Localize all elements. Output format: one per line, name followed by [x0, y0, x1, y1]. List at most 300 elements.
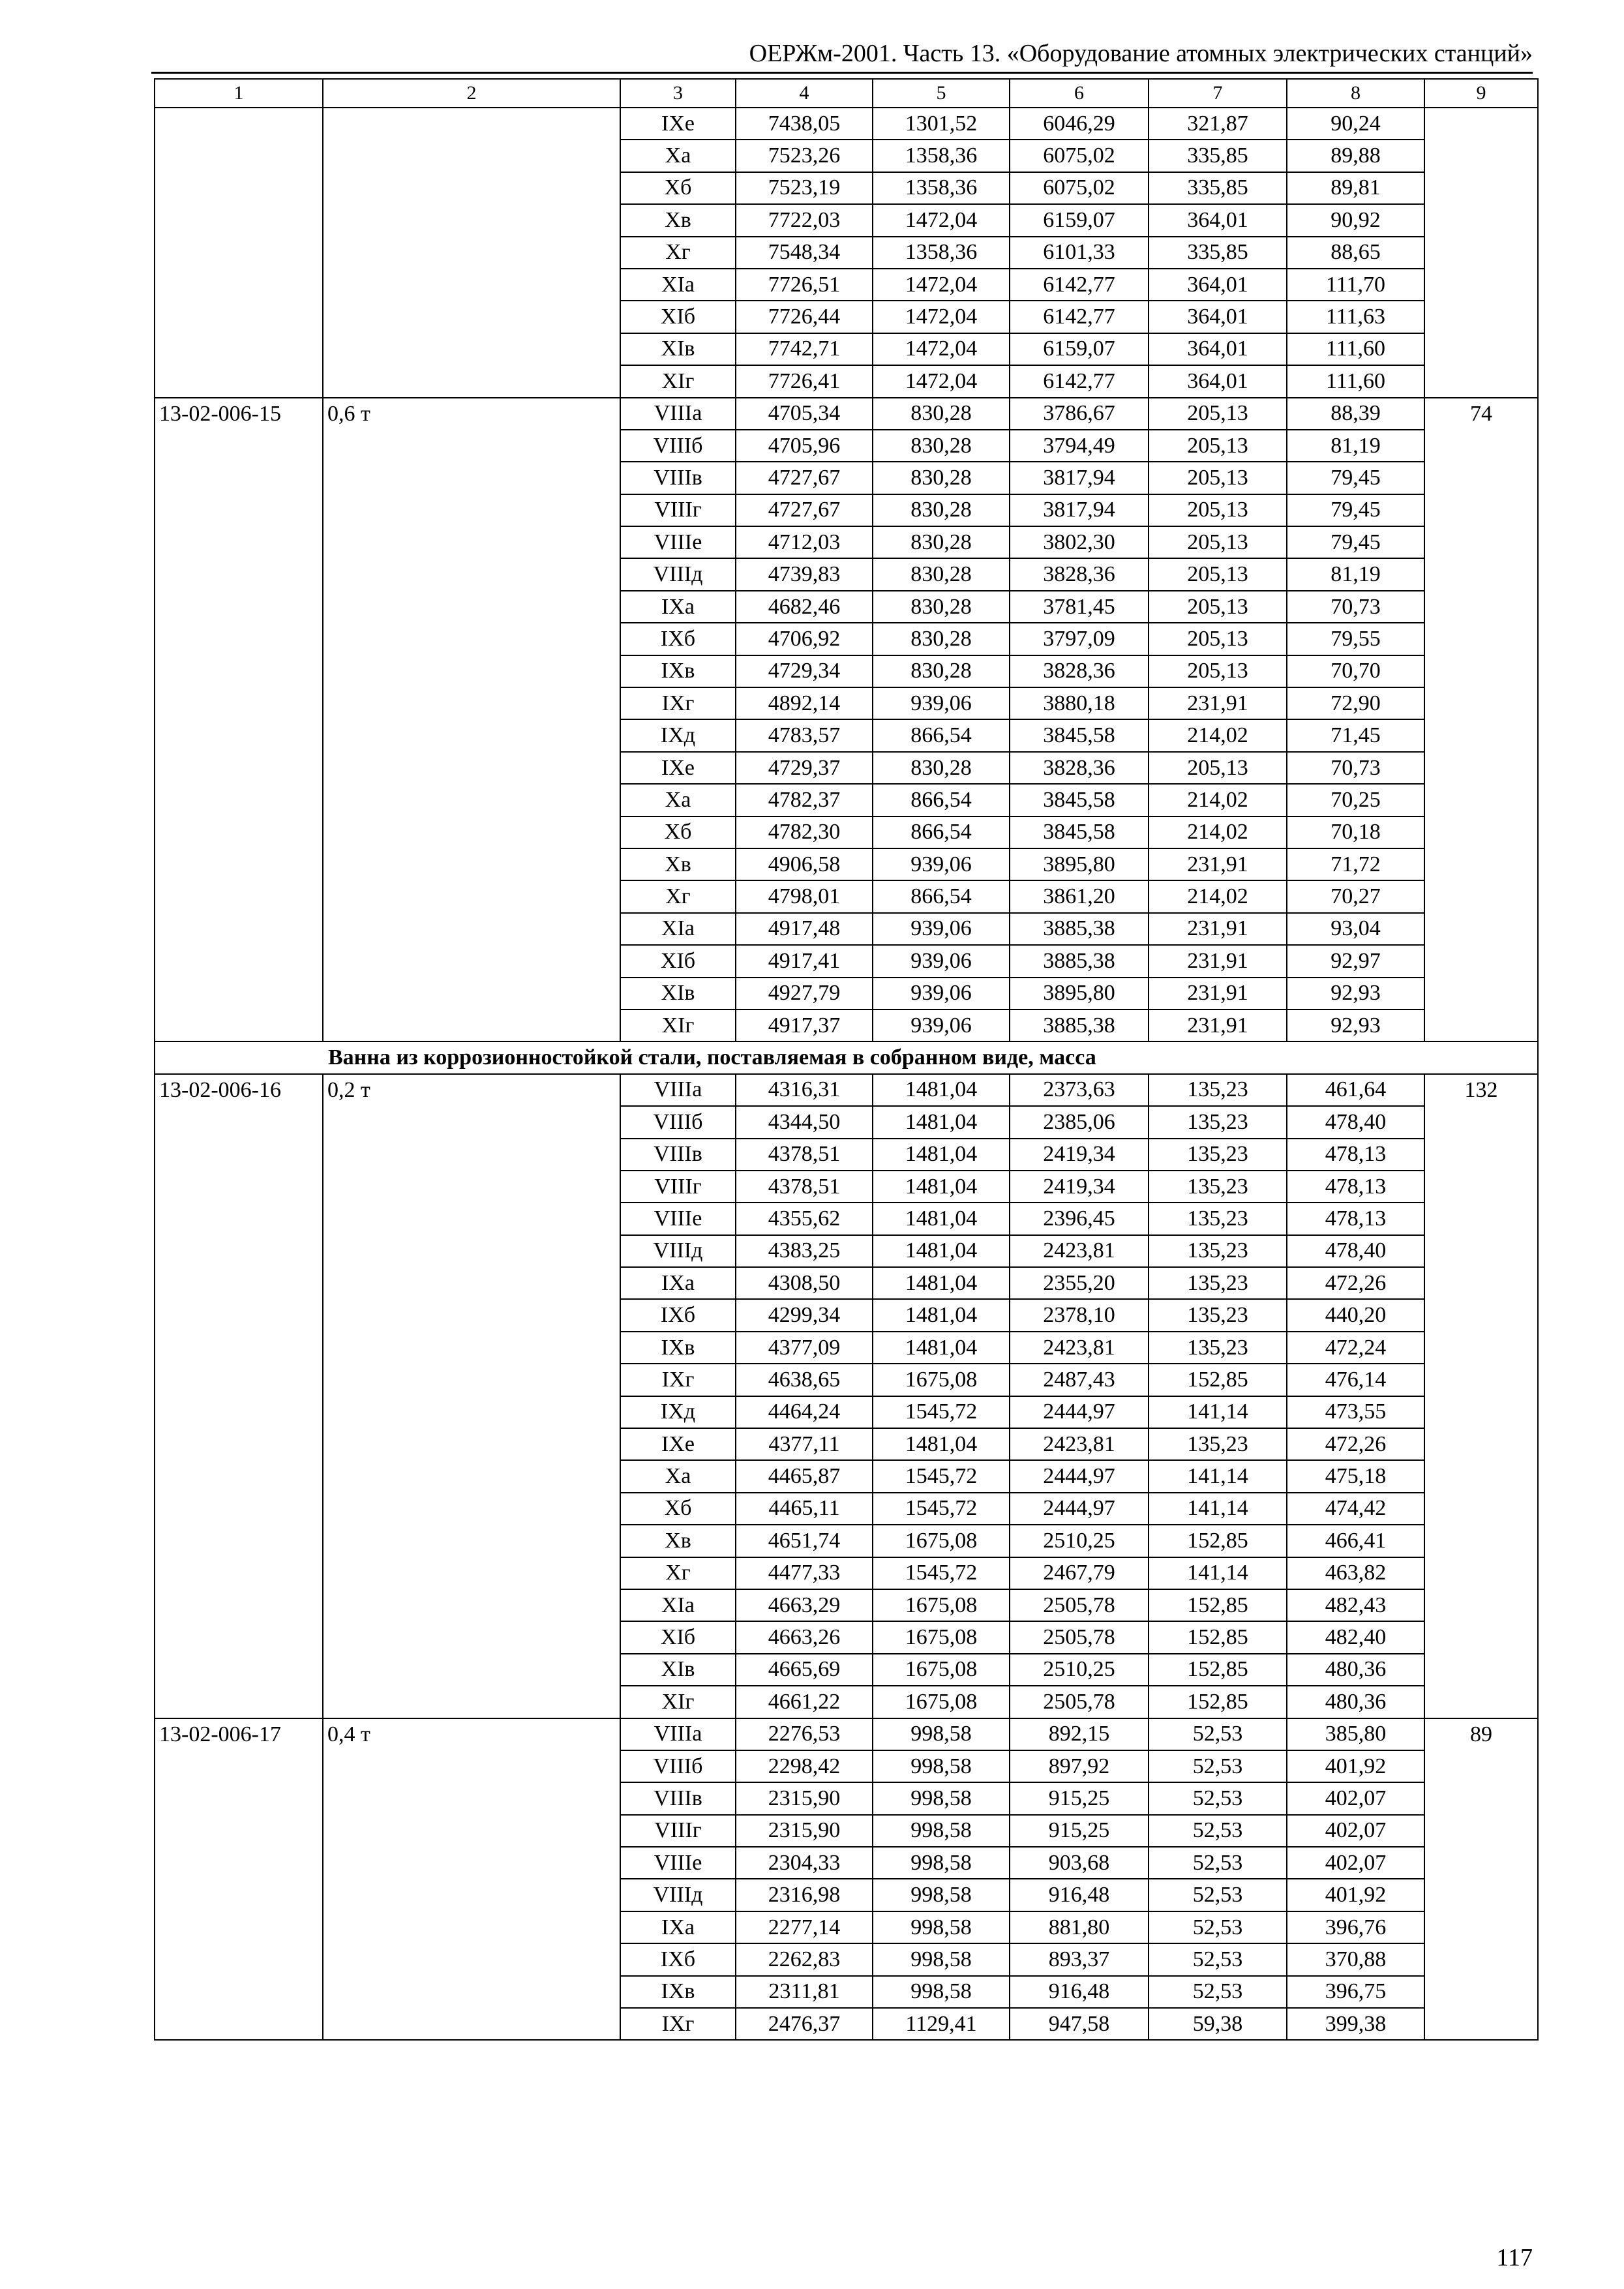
- total-cost-cell: 2476,37: [736, 2008, 873, 2040]
- wages-cell: 1472,04: [873, 269, 1010, 301]
- operator-wages-cell: 135,23: [1149, 1299, 1287, 1331]
- total-cost-cell: 7523,19: [736, 172, 873, 204]
- total-cost-cell: 4712,03: [736, 526, 873, 558]
- zone-cell: XIа: [620, 269, 736, 301]
- operator-wages-cell: 205,13: [1149, 623, 1287, 655]
- wages-cell: 830,28: [873, 752, 1010, 784]
- zone-cell: VIIIг: [620, 494, 736, 526]
- machine-cost-cell: 2505,78: [1010, 1686, 1149, 1718]
- total-cost-cell: 4727,67: [736, 494, 873, 526]
- total-cost-cell: 4383,25: [736, 1235, 873, 1267]
- machine-cost-cell: 2510,25: [1010, 1525, 1149, 1557]
- materials-cost-cell: 478,13: [1287, 1139, 1424, 1171]
- total-cost-cell: 4917,48: [736, 913, 873, 945]
- materials-cost-cell: 111,60: [1287, 333, 1424, 365]
- materials-cost-cell: 79,55: [1287, 623, 1424, 655]
- total-cost-cell: 4477,33: [736, 1557, 873, 1589]
- wages-cell: 830,28: [873, 655, 1010, 687]
- wages-cell: 998,58: [873, 1718, 1010, 1750]
- table-row: [155, 1718, 1538, 1750]
- total-cost-cell: 4638,65: [736, 1364, 873, 1396]
- operator-wages-cell: 152,85: [1149, 1364, 1287, 1396]
- operator-wages-cell: 52,53: [1149, 1847, 1287, 1879]
- machine-cost-cell: 3845,58: [1010, 816, 1149, 848]
- machine-cost-cell: 903,68: [1010, 1847, 1149, 1879]
- zone-cell: VIIIа: [620, 1074, 736, 1106]
- zone-cell: Xа: [620, 1460, 736, 1492]
- total-cost-cell: 7726,44: [736, 301, 873, 333]
- zone-cell: Xб: [620, 1493, 736, 1525]
- zone-cell: IXа: [620, 1911, 736, 1943]
- total-cost-cell: 2276,53: [736, 1718, 873, 1750]
- labor-cell: 132: [1424, 1074, 1538, 1718]
- zone-cell: XIв: [620, 1654, 736, 1686]
- machine-cost-cell: 3797,09: [1010, 623, 1149, 655]
- zone-cell: Xг: [620, 237, 736, 269]
- operator-wages-cell: 205,13: [1149, 591, 1287, 623]
- wages-cell: 998,58: [873, 1815, 1010, 1847]
- total-cost-cell: 4727,67: [736, 462, 873, 494]
- total-cost-cell: 4798,01: [736, 880, 873, 912]
- total-cost-cell: 7548,34: [736, 237, 873, 269]
- wages-cell: 830,28: [873, 398, 1010, 430]
- wages-cell: 998,58: [873, 1943, 1010, 1975]
- wages-cell: 1481,04: [873, 1299, 1010, 1331]
- mass-cell: 0,6 т: [323, 398, 620, 1042]
- machine-cost-cell: 3828,36: [1010, 752, 1149, 784]
- operator-wages-cell: 335,85: [1149, 237, 1287, 269]
- zone-cell: VIIIг: [620, 1171, 736, 1203]
- machine-cost-cell: 2423,81: [1010, 1332, 1149, 1364]
- machine-cost-cell: 3828,36: [1010, 655, 1149, 687]
- zone-cell: VIIIд: [620, 1879, 736, 1911]
- materials-cost-cell: 480,36: [1287, 1654, 1424, 1686]
- machine-cost-cell: 6159,07: [1010, 333, 1149, 365]
- wages-cell: 1545,72: [873, 1557, 1010, 1589]
- materials-cost-cell: 70,70: [1287, 655, 1424, 687]
- mass-cell: 0,4 т: [323, 1718, 620, 2041]
- zone-cell: VIIIв: [620, 1782, 736, 1814]
- operator-wages-cell: 214,02: [1149, 816, 1287, 848]
- operator-wages-cell: 135,23: [1149, 1106, 1287, 1138]
- total-cost-cell: 2315,90: [736, 1782, 873, 1814]
- total-cost-cell: 4665,69: [736, 1654, 873, 1686]
- operator-wages-cell: 52,53: [1149, 1718, 1287, 1750]
- table-row: [155, 1074, 1538, 1106]
- machine-cost-cell: 3895,80: [1010, 978, 1149, 1010]
- total-cost-cell: 4682,46: [736, 591, 873, 623]
- materials-cost-cell: 92,93: [1287, 978, 1424, 1010]
- column-number: 5: [873, 79, 1010, 108]
- operator-wages-cell: 52,53: [1149, 1879, 1287, 1911]
- zone-cell: IXг: [620, 2008, 736, 2040]
- materials-cost-cell: 402,07: [1287, 1782, 1424, 1814]
- zone-cell: Xг: [620, 1557, 736, 1589]
- materials-cost-cell: 461,64: [1287, 1074, 1424, 1106]
- labor-cell: 74: [1424, 398, 1538, 1042]
- materials-cost-cell: 71,72: [1287, 848, 1424, 880]
- wages-cell: 866,54: [873, 719, 1010, 751]
- total-cost-cell: 4917,41: [736, 945, 873, 977]
- wages-cell: 866,54: [873, 880, 1010, 912]
- wages-cell: 998,58: [873, 1750, 1010, 1782]
- wages-cell: 998,58: [873, 1782, 1010, 1814]
- zone-cell: Xг: [620, 880, 736, 912]
- materials-cost-cell: 93,04: [1287, 913, 1424, 945]
- total-cost-cell: 4316,31: [736, 1074, 873, 1106]
- total-cost-cell: 2315,90: [736, 1815, 873, 1847]
- total-cost-cell: 4465,87: [736, 1460, 873, 1492]
- materials-cost-cell: 474,42: [1287, 1493, 1424, 1525]
- column-number: 4: [736, 79, 873, 108]
- machine-cost-cell: 3786,67: [1010, 398, 1149, 430]
- zone-cell: IXб: [620, 1299, 736, 1331]
- price-table: [154, 78, 1539, 2041]
- materials-cost-cell: 79,45: [1287, 462, 1424, 494]
- total-cost-cell: 4299,34: [736, 1299, 873, 1331]
- wages-cell: 1675,08: [873, 1686, 1010, 1718]
- operator-wages-cell: 141,14: [1149, 1396, 1287, 1428]
- materials-cost-cell: 88,39: [1287, 398, 1424, 430]
- operator-wages-cell: 231,91: [1149, 848, 1287, 880]
- zone-cell: Xа: [620, 784, 736, 816]
- zone-cell: XIа: [620, 913, 736, 945]
- operator-wages-cell: 135,23: [1149, 1235, 1287, 1267]
- operator-wages-cell: 52,53: [1149, 1911, 1287, 1943]
- zone-cell: Xв: [620, 848, 736, 880]
- operator-wages-cell: 135,23: [1149, 1203, 1287, 1234]
- zone-cell: XIб: [620, 301, 736, 333]
- total-cost-cell: 7722,03: [736, 204, 873, 236]
- total-cost-cell: 4783,57: [736, 719, 873, 751]
- operator-wages-cell: 135,23: [1149, 1139, 1287, 1171]
- total-cost-cell: 4344,50: [736, 1106, 873, 1138]
- wages-cell: 1481,04: [873, 1074, 1010, 1106]
- total-cost-cell: 4782,30: [736, 816, 873, 848]
- wages-cell: 939,06: [873, 945, 1010, 977]
- zone-cell: Xб: [620, 816, 736, 848]
- operator-wages-cell: 205,13: [1149, 494, 1287, 526]
- wages-cell: 1481,04: [873, 1106, 1010, 1138]
- total-cost-cell: 2311,81: [736, 1976, 873, 2008]
- machine-cost-cell: 2467,79: [1010, 1557, 1149, 1589]
- operator-wages-cell: 231,91: [1149, 687, 1287, 719]
- total-cost-cell: 7726,51: [736, 269, 873, 301]
- wages-cell: 830,28: [873, 430, 1010, 462]
- wages-cell: 1358,36: [873, 172, 1010, 204]
- machine-cost-cell: 916,48: [1010, 1976, 1149, 2008]
- zone-cell: VIIIд: [620, 1235, 736, 1267]
- section-row: [155, 1041, 1538, 1073]
- column-number: 8: [1287, 79, 1424, 108]
- total-cost-cell: 4661,22: [736, 1686, 873, 1718]
- operator-wages-cell: 364,01: [1149, 269, 1287, 301]
- materials-cost-cell: 81,19: [1287, 558, 1424, 590]
- machine-cost-cell: 915,25: [1010, 1815, 1149, 1847]
- materials-cost-cell: 81,19: [1287, 430, 1424, 462]
- materials-cost-cell: 401,92: [1287, 1750, 1424, 1782]
- materials-cost-cell: 70,18: [1287, 816, 1424, 848]
- column-number: 6: [1010, 79, 1149, 108]
- operator-wages-cell: 52,53: [1149, 1976, 1287, 2008]
- column-number-row: [155, 79, 1538, 108]
- operator-wages-cell: 214,02: [1149, 880, 1287, 912]
- total-cost-cell: 4355,62: [736, 1203, 873, 1234]
- total-cost-cell: 4739,83: [736, 558, 873, 590]
- machine-cost-cell: 3885,38: [1010, 1010, 1149, 1041]
- wages-cell: 1481,04: [873, 1428, 1010, 1460]
- zone-cell: IXа: [620, 1267, 736, 1299]
- operator-wages-cell: 335,85: [1149, 172, 1287, 204]
- total-cost-cell: 4906,58: [736, 848, 873, 880]
- operator-wages-cell: 231,91: [1149, 978, 1287, 1010]
- operator-wages-cell: 135,23: [1149, 1428, 1287, 1460]
- mass-cell: [323, 108, 620, 398]
- materials-cost-cell: 472,26: [1287, 1428, 1424, 1460]
- wages-cell: 1358,36: [873, 140, 1010, 172]
- total-cost-cell: 4465,11: [736, 1493, 873, 1525]
- wages-cell: 1481,04: [873, 1267, 1010, 1299]
- header-rule: [151, 72, 1533, 74]
- materials-cost-cell: 480,36: [1287, 1686, 1424, 1718]
- wages-cell: 1129,41: [873, 2008, 1010, 2040]
- total-cost-cell: 4378,51: [736, 1171, 873, 1203]
- zone-cell: IXд: [620, 1396, 736, 1428]
- materials-cost-cell: 92,97: [1287, 945, 1424, 977]
- machine-cost-cell: 3885,38: [1010, 913, 1149, 945]
- operator-wages-cell: 321,87: [1149, 108, 1287, 140]
- labor-cell: [1424, 108, 1538, 398]
- machine-cost-cell: 2378,10: [1010, 1299, 1149, 1331]
- operator-wages-cell: 141,14: [1149, 1460, 1287, 1492]
- zone-cell: XIг: [620, 365, 736, 397]
- section-heading: Ванна из коррозионностойкой стали, поставляемая в собранном виде, масса: [155, 1041, 1538, 1073]
- operator-wages-cell: 205,13: [1149, 752, 1287, 784]
- total-cost-cell: 4705,34: [736, 398, 873, 430]
- materials-cost-cell: 79,45: [1287, 526, 1424, 558]
- machine-cost-cell: 2444,97: [1010, 1396, 1149, 1428]
- operator-wages-cell: 205,13: [1149, 430, 1287, 462]
- machine-cost-cell: 6075,02: [1010, 172, 1149, 204]
- operator-wages-cell: 52,53: [1149, 1815, 1287, 1847]
- materials-cost-cell: 370,88: [1287, 1943, 1424, 1975]
- materials-cost-cell: 92,93: [1287, 1010, 1424, 1041]
- machine-cost-cell: 6142,77: [1010, 365, 1149, 397]
- total-cost-cell: 4705,96: [736, 430, 873, 462]
- zone-cell: VIIIв: [620, 1139, 736, 1171]
- machine-cost-cell: 3885,38: [1010, 945, 1149, 977]
- zone-cell: Xб: [620, 172, 736, 204]
- materials-cost-cell: 401,92: [1287, 1879, 1424, 1911]
- machine-cost-cell: 6159,07: [1010, 204, 1149, 236]
- materials-cost-cell: 79,45: [1287, 494, 1424, 526]
- materials-cost-cell: 72,90: [1287, 687, 1424, 719]
- page-header-title: ОЕРЖм-2001. Часть 13. «Оборудование атомных электрических станций»: [749, 40, 1533, 67]
- machine-cost-cell: 2487,43: [1010, 1364, 1149, 1396]
- machine-cost-cell: 2444,97: [1010, 1460, 1149, 1492]
- zone-cell: VIIIб: [620, 1750, 736, 1782]
- wages-cell: 1545,72: [873, 1396, 1010, 1428]
- wages-cell: 866,54: [873, 784, 1010, 816]
- machine-cost-cell: 6046,29: [1010, 108, 1149, 140]
- wages-cell: 1481,04: [873, 1332, 1010, 1364]
- operator-wages-cell: 152,85: [1149, 1686, 1287, 1718]
- total-cost-cell: 4464,24: [736, 1396, 873, 1428]
- machine-cost-cell: 947,58: [1010, 2008, 1149, 2040]
- materials-cost-cell: 396,75: [1287, 1976, 1424, 2008]
- total-cost-cell: 4927,79: [736, 978, 873, 1010]
- materials-cost-cell: 385,80: [1287, 1718, 1424, 1750]
- operator-wages-cell: 364,01: [1149, 204, 1287, 236]
- wages-cell: 1472,04: [873, 333, 1010, 365]
- total-cost-cell: 7438,05: [736, 108, 873, 140]
- zone-cell: IXа: [620, 591, 736, 623]
- machine-cost-cell: 3845,58: [1010, 784, 1149, 816]
- total-cost-cell: 2262,83: [736, 1943, 873, 1975]
- materials-cost-cell: 482,43: [1287, 1589, 1424, 1621]
- zone-cell: VIIIе: [620, 526, 736, 558]
- machine-cost-cell: 892,15: [1010, 1718, 1149, 1750]
- machine-cost-cell: 6142,77: [1010, 269, 1149, 301]
- materials-cost-cell: 472,26: [1287, 1267, 1424, 1299]
- zone-cell: IXд: [620, 719, 736, 751]
- machine-cost-cell: 915,25: [1010, 1782, 1149, 1814]
- wages-cell: 998,58: [873, 1911, 1010, 1943]
- wages-cell: 998,58: [873, 1976, 1010, 2008]
- materials-cost-cell: 396,76: [1287, 1911, 1424, 1943]
- wages-cell: 1472,04: [873, 301, 1010, 333]
- table-row: [155, 108, 1538, 140]
- operator-wages-cell: 205,13: [1149, 558, 1287, 590]
- zone-cell: IXв: [620, 1332, 736, 1364]
- zone-cell: IXв: [620, 655, 736, 687]
- materials-cost-cell: 472,24: [1287, 1332, 1424, 1364]
- zone-cell: Xв: [620, 204, 736, 236]
- total-cost-cell: 2298,42: [736, 1750, 873, 1782]
- operator-wages-cell: 141,14: [1149, 1493, 1287, 1525]
- machine-cost-cell: 6075,02: [1010, 140, 1149, 172]
- wages-cell: 1545,72: [873, 1493, 1010, 1525]
- wages-cell: 1358,36: [873, 237, 1010, 269]
- column-number: 7: [1149, 79, 1287, 108]
- zone-cell: IXе: [620, 752, 736, 784]
- total-cost-cell: 4663,29: [736, 1589, 873, 1621]
- wages-cell: 830,28: [873, 494, 1010, 526]
- zone-cell: IXг: [620, 687, 736, 719]
- operator-wages-cell: 214,02: [1149, 719, 1287, 751]
- operator-wages-cell: 205,13: [1149, 655, 1287, 687]
- machine-cost-cell: 3802,30: [1010, 526, 1149, 558]
- operator-wages-cell: 152,85: [1149, 1621, 1287, 1653]
- operator-wages-cell: 231,91: [1149, 913, 1287, 945]
- wages-cell: 1481,04: [873, 1171, 1010, 1203]
- materials-cost-cell: 478,13: [1287, 1171, 1424, 1203]
- column-number: 3: [620, 79, 736, 108]
- zone-cell: VIIIв: [620, 462, 736, 494]
- operator-wages-cell: 152,85: [1149, 1589, 1287, 1621]
- materials-cost-cell: 70,73: [1287, 591, 1424, 623]
- wages-cell: 830,28: [873, 462, 1010, 494]
- total-cost-cell: 4651,74: [736, 1525, 873, 1557]
- total-cost-cell: 4782,37: [736, 784, 873, 816]
- total-cost-cell: 2304,33: [736, 1847, 873, 1879]
- page-number: 117: [1496, 2244, 1533, 2271]
- total-cost-cell: 4729,37: [736, 752, 873, 784]
- zone-cell: Xа: [620, 140, 736, 172]
- wages-cell: 939,06: [873, 978, 1010, 1010]
- rate-code-cell: 13-02-006-15: [155, 398, 323, 1042]
- materials-cost-cell: 89,88: [1287, 140, 1424, 172]
- labor-cell: 89: [1424, 1718, 1538, 2041]
- materials-cost-cell: 473,55: [1287, 1396, 1424, 1428]
- zone-cell: XIб: [620, 1621, 736, 1653]
- total-cost-cell: 4378,51: [736, 1139, 873, 1171]
- materials-cost-cell: 89,81: [1287, 172, 1424, 204]
- machine-cost-cell: 2423,81: [1010, 1235, 1149, 1267]
- machine-cost-cell: 897,92: [1010, 1750, 1149, 1782]
- materials-cost-cell: 88,65: [1287, 237, 1424, 269]
- operator-wages-cell: 52,53: [1149, 1782, 1287, 1814]
- machine-cost-cell: 2423,81: [1010, 1428, 1149, 1460]
- wages-cell: 1675,08: [873, 1589, 1010, 1621]
- wages-cell: 1481,04: [873, 1139, 1010, 1171]
- machine-cost-cell: 2510,25: [1010, 1654, 1149, 1686]
- machine-cost-cell: 2444,97: [1010, 1493, 1149, 1525]
- zone-cell: IXб: [620, 1943, 736, 1975]
- column-number: 2: [323, 79, 620, 108]
- machine-cost-cell: 6142,77: [1010, 301, 1149, 333]
- operator-wages-cell: 135,23: [1149, 1074, 1287, 1106]
- materials-cost-cell: 463,82: [1287, 1557, 1424, 1589]
- materials-cost-cell: 478,13: [1287, 1203, 1424, 1234]
- materials-cost-cell: 466,41: [1287, 1525, 1424, 1557]
- operator-wages-cell: 52,53: [1149, 1750, 1287, 1782]
- wages-cell: 939,06: [873, 913, 1010, 945]
- zone-cell: XIг: [620, 1010, 736, 1041]
- materials-cost-cell: 402,07: [1287, 1815, 1424, 1847]
- materials-cost-cell: 478,40: [1287, 1106, 1424, 1138]
- operator-wages-cell: 364,01: [1149, 365, 1287, 397]
- materials-cost-cell: 111,63: [1287, 301, 1424, 333]
- column-number: 9: [1424, 79, 1538, 108]
- total-cost-cell: 4663,26: [736, 1621, 873, 1653]
- operator-wages-cell: 231,91: [1149, 945, 1287, 977]
- rate-code-cell: [155, 108, 323, 398]
- operator-wages-cell: 214,02: [1149, 784, 1287, 816]
- column-number: 1: [155, 79, 323, 108]
- machine-cost-cell: 3794,49: [1010, 430, 1149, 462]
- zone-cell: IXв: [620, 1976, 736, 2008]
- materials-cost-cell: 482,40: [1287, 1621, 1424, 1653]
- zone-cell: XIа: [620, 1589, 736, 1621]
- materials-cost-cell: 476,14: [1287, 1364, 1424, 1396]
- machine-cost-cell: 2385,06: [1010, 1106, 1149, 1138]
- total-cost-cell: 2316,98: [736, 1879, 873, 1911]
- machine-cost-cell: 893,37: [1010, 1943, 1149, 1975]
- wages-cell: 1481,04: [873, 1235, 1010, 1267]
- total-cost-cell: 7742,71: [736, 333, 873, 365]
- total-cost-cell: 2277,14: [736, 1911, 873, 1943]
- materials-cost-cell: 70,25: [1287, 784, 1424, 816]
- operator-wages-cell: 205,13: [1149, 398, 1287, 430]
- zone-cell: VIIIа: [620, 1718, 736, 1750]
- machine-cost-cell: 916,48: [1010, 1879, 1149, 1911]
- wages-cell: 939,06: [873, 1010, 1010, 1041]
- materials-cost-cell: 70,27: [1287, 880, 1424, 912]
- wages-cell: 939,06: [873, 687, 1010, 719]
- total-cost-cell: 4892,14: [736, 687, 873, 719]
- wages-cell: 1675,08: [873, 1364, 1010, 1396]
